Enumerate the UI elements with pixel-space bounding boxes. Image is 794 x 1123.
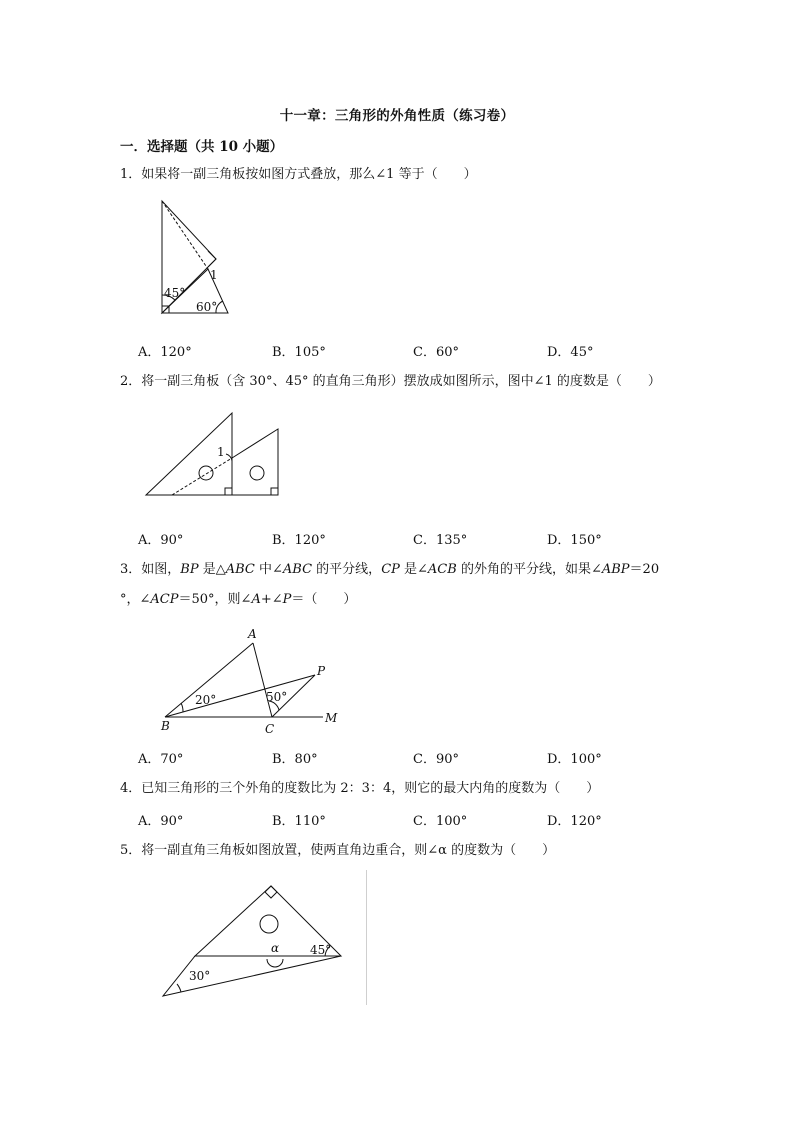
question-3-options bbox=[138, 748, 658, 768]
hole bbox=[260, 915, 278, 933]
hole-left bbox=[199, 466, 213, 480]
option-a[interactable]: A．90° bbox=[138, 814, 184, 829]
point-label-c: C bbox=[265, 722, 275, 736]
right-angle-mark bbox=[208, 251, 216, 267]
angle-label-alpha: α bbox=[271, 941, 280, 955]
angle-label-30: 30° bbox=[189, 969, 211, 983]
angle-label-20: 20° bbox=[195, 693, 217, 707]
angle-label-45: 45° bbox=[310, 943, 332, 957]
option-b[interactable]: B．110° bbox=[272, 814, 326, 829]
point-label-b: B bbox=[161, 719, 170, 733]
option-d[interactable]: D．120° bbox=[547, 814, 602, 829]
question-3-text-line-1: 3．如图，BP 是△ABC 中∠ABC 的平分线，CP 是∠ACB 的外角的平分线，如果∠ABP＝20 bbox=[120, 562, 660, 577]
triangle-30 bbox=[232, 429, 278, 495]
question-1-options bbox=[138, 341, 658, 361]
line-ac bbox=[253, 643, 272, 717]
option-c[interactable]: C．135° bbox=[413, 533, 468, 548]
angle-label-45: 45° bbox=[164, 286, 186, 300]
angle-label-60: 60° bbox=[196, 300, 218, 314]
right-angle-mark-left bbox=[225, 488, 232, 495]
angle-arc-20 bbox=[181, 703, 183, 712]
right-angle-mark bbox=[265, 886, 277, 898]
option-a[interactable]: A．70° bbox=[138, 752, 184, 767]
option-c[interactable]: C．100° bbox=[413, 814, 468, 829]
dashed-line bbox=[172, 458, 232, 495]
right-angle-mark-right bbox=[271, 488, 278, 495]
option-d[interactable]: D．100° bbox=[547, 752, 602, 767]
question-3-text-line-2: °，∠ACP＝50°，则∠A+∠P＝（ ） bbox=[120, 592, 357, 607]
option-b[interactable]: B．80° bbox=[272, 752, 318, 767]
question-2-text: 2．将一副三角板（含 30°、45° 的直角三角形）摆放成如图所示，图中∠1 的度数是（ ） bbox=[120, 374, 661, 389]
question-1-figure bbox=[150, 195, 260, 320]
section-heading: 一．选择题（共 10 小题） bbox=[120, 139, 284, 155]
question-5-figure bbox=[155, 880, 355, 1005]
question-2-options bbox=[138, 529, 658, 549]
question-1-text: 1．如果将一副三角板按如图方式叠放，那么∠1 等于（ ） bbox=[120, 167, 477, 182]
angle-label-50: 50° bbox=[266, 690, 288, 704]
question-4-options bbox=[138, 810, 658, 830]
column-divider bbox=[366, 870, 367, 1005]
question-5-text: 5．将一副直角三角板如图放置，使两直角边重合，则∠α 的度数为（ ） bbox=[120, 843, 556, 858]
dashed-line bbox=[162, 201, 208, 269]
option-b[interactable]: B．120° bbox=[272, 533, 326, 548]
option-d[interactable]: D．45° bbox=[547, 345, 594, 360]
point-label-p: P bbox=[317, 664, 326, 678]
hole-right bbox=[250, 466, 264, 480]
option-a[interactable]: A．120° bbox=[138, 345, 192, 360]
option-b[interactable]: B．105° bbox=[272, 345, 326, 360]
point-label-m: M bbox=[325, 711, 338, 725]
option-d[interactable]: D．150° bbox=[547, 533, 602, 548]
option-c[interactable]: C．60° bbox=[413, 345, 459, 360]
angle-label-1: 1 bbox=[210, 268, 218, 282]
point-label-a: A bbox=[248, 627, 257, 641]
line-bp bbox=[165, 675, 315, 717]
option-a[interactable]: A．90° bbox=[138, 533, 184, 548]
question-4-text: 4．已知三角形的三个外角的度数比为 2：3：4，则它的最大内角的度数为（ ） bbox=[120, 781, 600, 796]
question-3-figure bbox=[155, 625, 355, 740]
angle-label-1: 1 bbox=[217, 445, 225, 459]
page-title: 十一章：三角形的外角性质（练习卷） bbox=[279, 108, 515, 124]
question-2-figure bbox=[140, 405, 290, 500]
option-c[interactable]: C．90° bbox=[413, 752, 459, 767]
